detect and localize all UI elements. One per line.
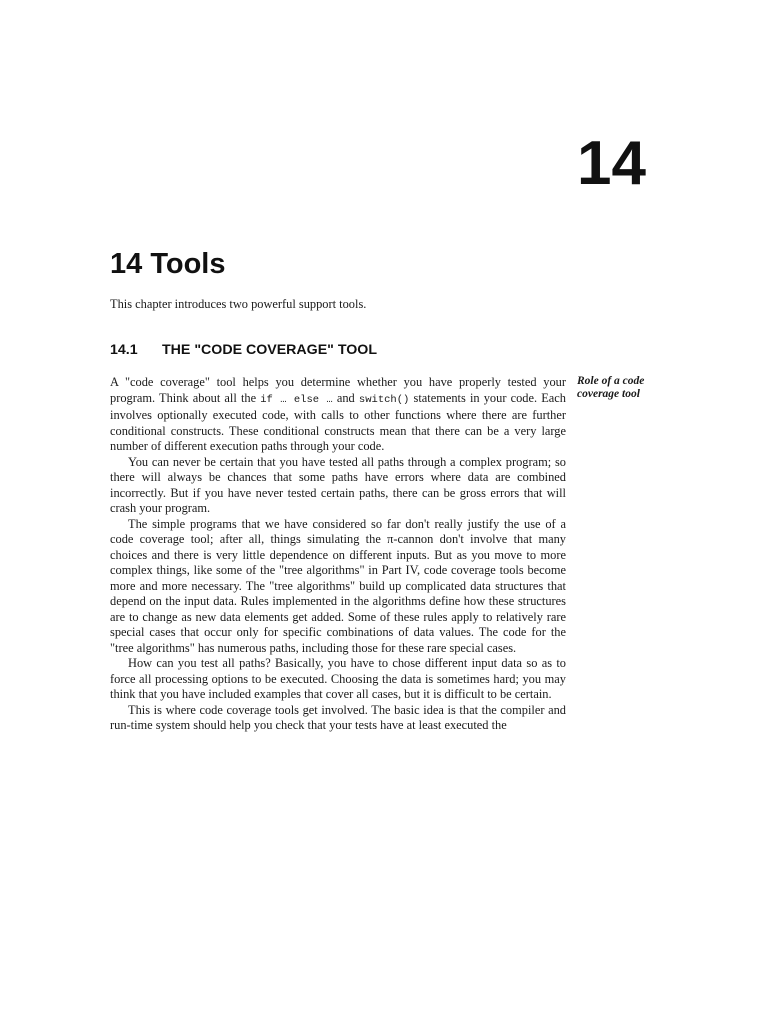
paragraph-1-text-b: and bbox=[332, 390, 359, 405]
section-heading bbox=[110, 340, 377, 360]
paragraph-1-text-c: statements in your code. Each involves optionally executed code, with calls to other functions where there are further conditional constructs. These conditional constructs mean that there can be a very large number of different execution paths through your code. bbox=[110, 390, 566, 453]
section-title: THE "CODE COVERAGE" TOOL bbox=[162, 342, 377, 358]
section-number: 14.1 bbox=[110, 342, 138, 358]
chapter-number: 14 bbox=[577, 129, 646, 198]
paragraph-1 bbox=[110, 375, 566, 455]
chapter-title: 14 Tools bbox=[110, 248, 226, 280]
body-text bbox=[110, 375, 566, 734]
code-if-else: if … else … bbox=[260, 393, 333, 406]
margin-note: Role of a code coverage tool bbox=[577, 375, 645, 400]
paragraph-5: This is where code coverage tools get involved. The basic idea is that the compiler and run-time system should help you check that your tests have at least executed the bbox=[110, 702, 566, 732]
chapter-intro: This chapter introduces two powerful support tools. bbox=[110, 297, 367, 311]
paragraph-2: You can never be certain that you have tested all paths through a complex program; so there will always be chances that some paths have errors where data are combined incorrectly. But if you have never tested certain paths, there can be gross errors that will crash your program. bbox=[110, 454, 566, 515]
paragraph-4: How can you test all paths? Basically, you have to chose different input data so as to force all processing options to be executed. Choosing the data is sometimes hard; you may think that you have included examples that cover all cases, but it is difficult to be certain. bbox=[110, 656, 566, 701]
code-switch: switch() bbox=[358, 393, 410, 406]
paragraph-3: The simple programs that we have considered so far don't really justify the use of a code coverage tool; after all, things simulating the π-cannon don't involve that many choices and there is very little dependence on different inputs. But as you move to more complex things, like some of the "tree algorithms" in Part IV, code coverage tools become more and more necessary. The "tree algorithms" build up complicated data structures that depend on the input data. Rules implemented in the algorithms define how these structures are to change as new data elements get added. Some of these rules apply to relatively rare special cases that occur only for specific combinations of data values. The code for the "tree algorithms" has numerous paths, including those for these rare special cases. bbox=[110, 516, 566, 655]
paragraph-1-text-a: A "code coverage" tool helps you determine whether you have properly tested your program. Think about all the bbox=[110, 375, 566, 405]
